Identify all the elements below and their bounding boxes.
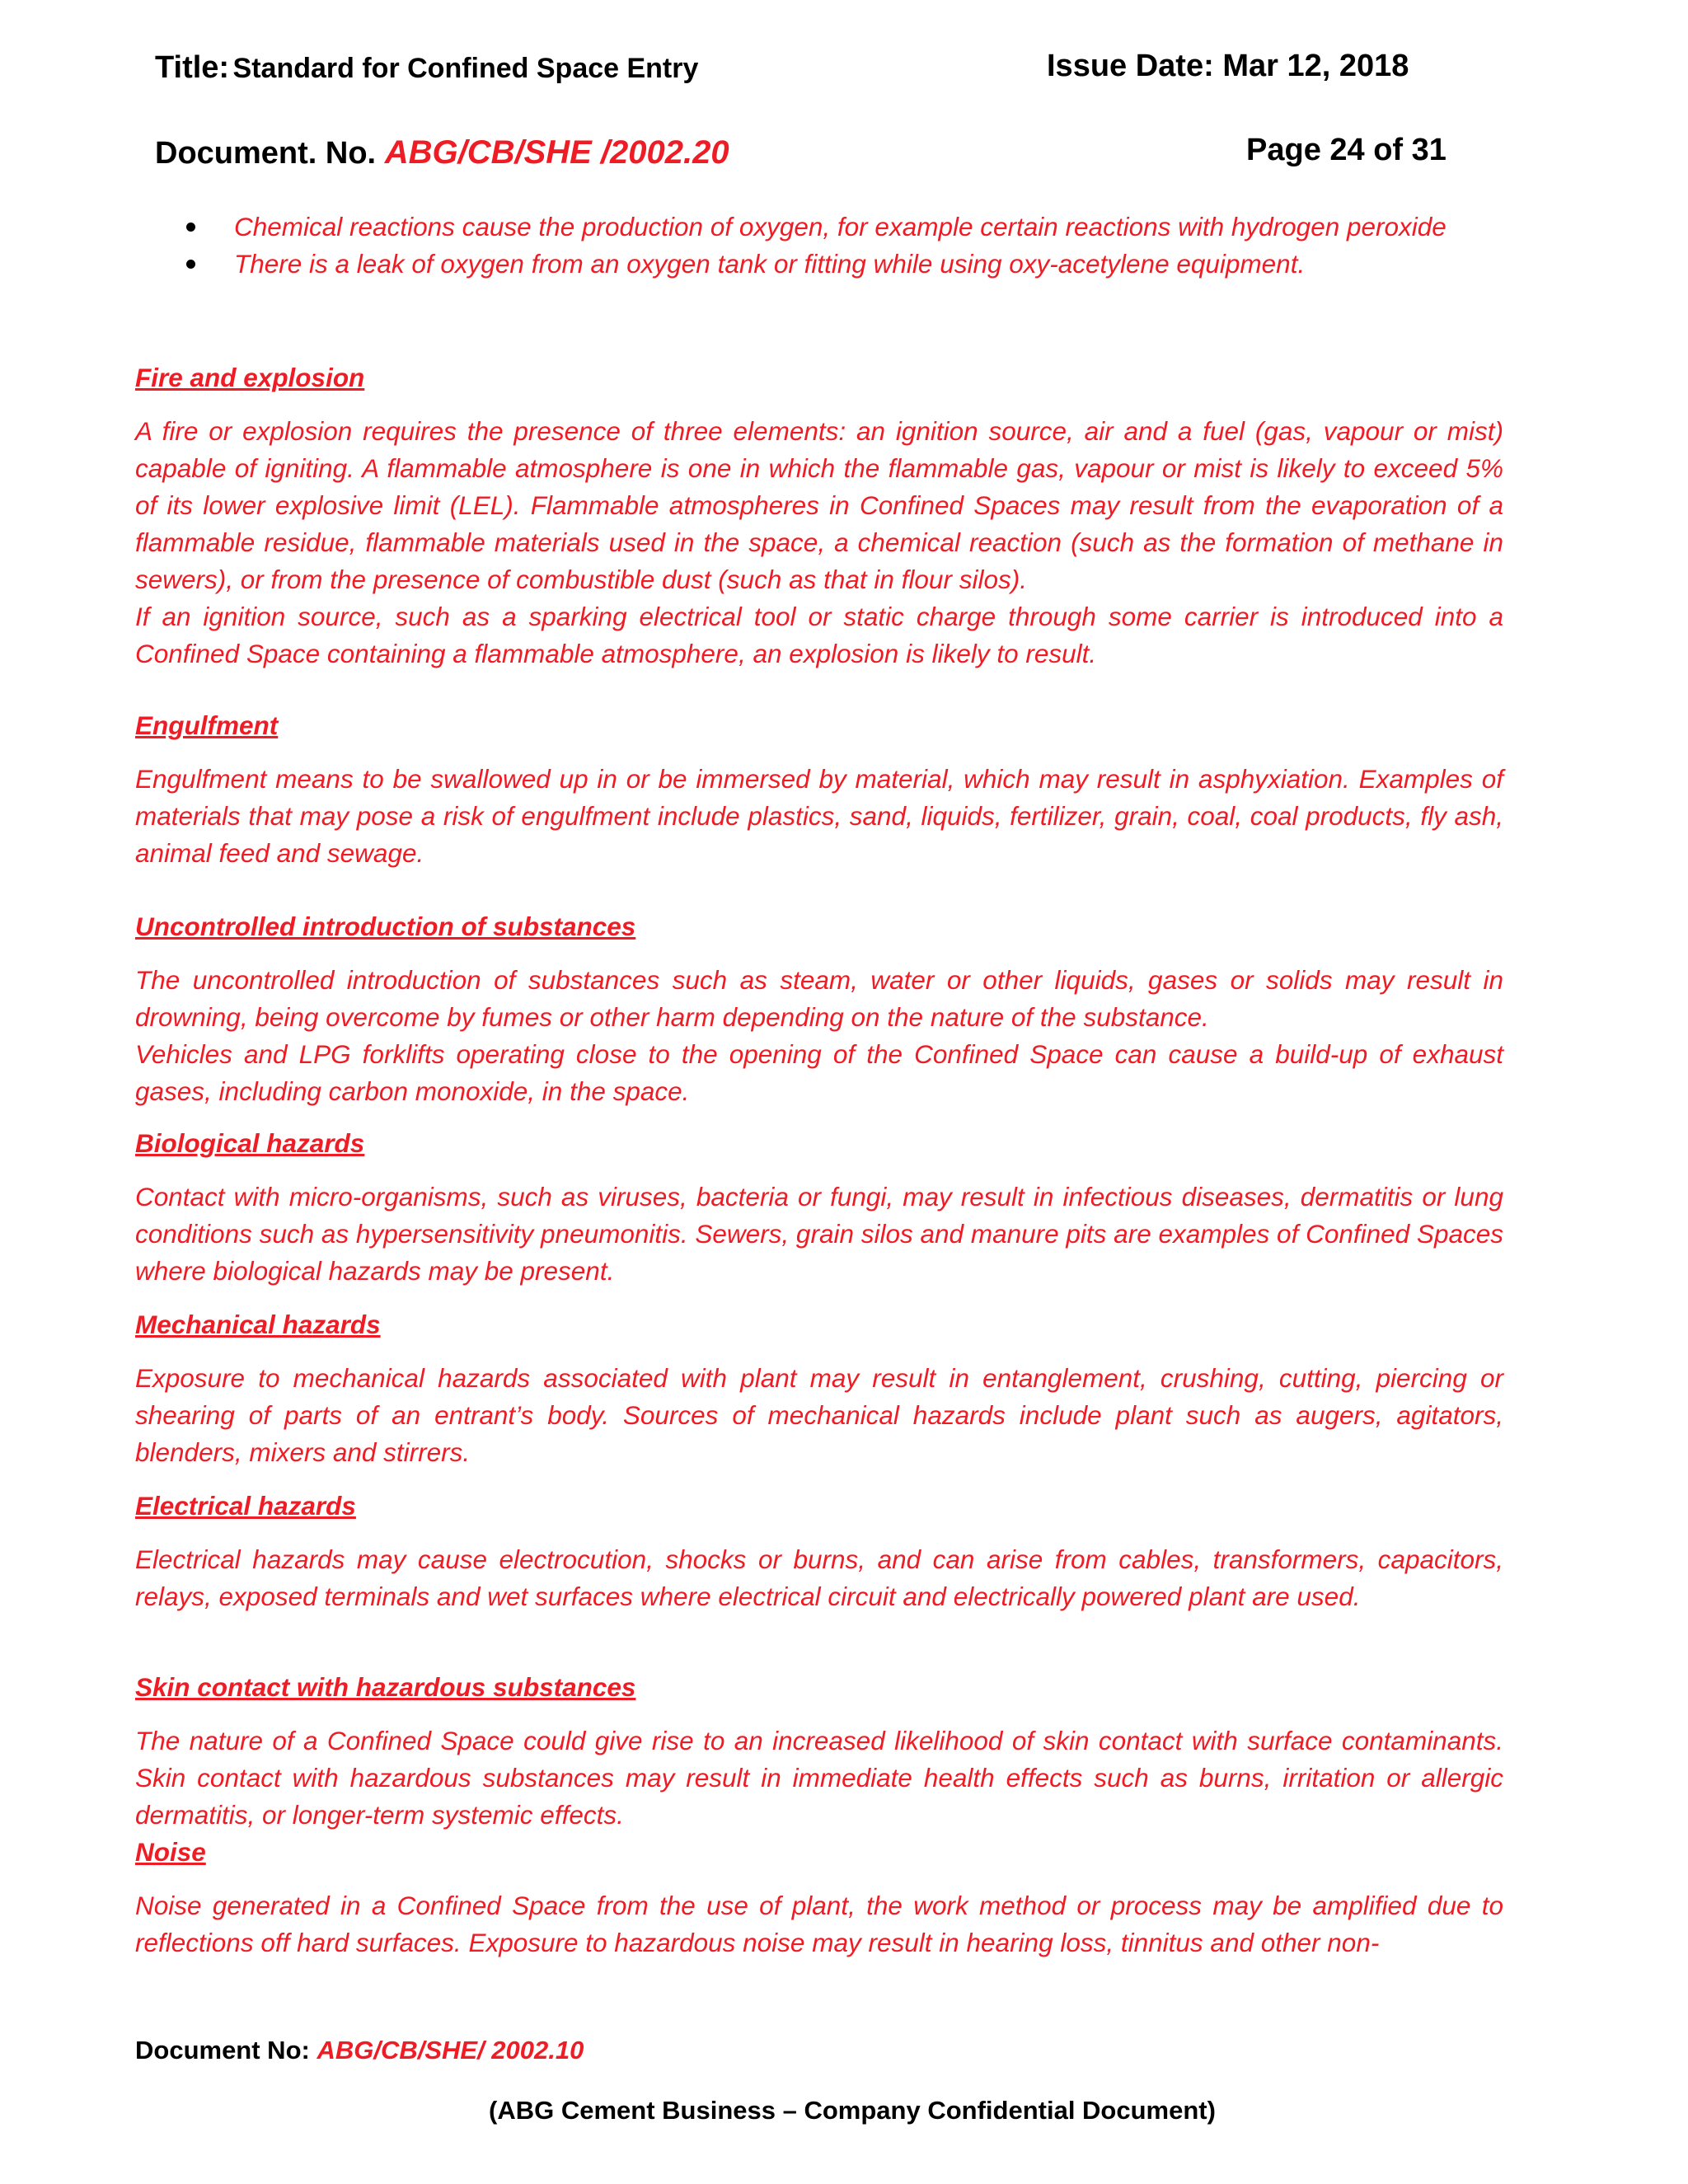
list-item-text: Chemical reactions cause the production of oxygen, for example certain reactions with hydrogen peroxide xyxy=(234,212,1447,241)
paragraph: The nature of a Confined Space could give rise to an increased likelihood of skin contact with surface contaminants. Skin contact with hazardous substances may result in immediate health effects such as burns, irritation or allergic dermatitis, or longer-term systemic effects. xyxy=(135,1726,1503,1830)
heading-engulfment: Engulfment xyxy=(135,710,279,740)
paragraph: Exposure to mechanical hazards associated with plant may result in entanglement, crushing, cutting, piercing or shearing of parts of an entrant’s body. Sources of mechanical hazards include plant such as augers, agitators, blenders, mixers and stirrers. xyxy=(135,1363,1503,1467)
section-engulfment xyxy=(135,761,1503,872)
title-label: Title: xyxy=(155,50,230,85)
document-number-label: Document. No. xyxy=(155,136,377,171)
document-number-value: ABG/CB/SHE /2002.20 xyxy=(384,134,729,171)
issue-date-label: Issue Date: xyxy=(1047,49,1214,83)
heading-uncontrolled-substances: Uncontrolled introduction of substances xyxy=(135,912,636,941)
paragraph: The uncontrolled introduction of substances such as steam, water or other liquids, gases or solids may result in drowning, being overcome by fumes or other harm depending on the nature of the substance. xyxy=(135,965,1503,1032)
heading-biological-hazards: Biological hazards xyxy=(135,1128,365,1158)
document-title xyxy=(155,52,698,83)
heading-skin-contact: Skin contact with hazardous substances xyxy=(135,1672,636,1702)
section-noise xyxy=(135,1887,1503,1961)
bullet-list-container xyxy=(135,209,1503,283)
document-number xyxy=(155,136,729,169)
page-number: Page 24 of 31 xyxy=(1246,133,1447,167)
paragraph: Contact with micro-organisms, such as viruses, bacteria or fungi, may result in infectious diseases, dermatitis or lung conditions such as hypersensitivity pneumonitis. Sewers, grain silos and manure pits are examples of Confined Spaces where biological hazards may be present. xyxy=(135,1182,1503,1286)
list-item-text: There is a leak of oxygen from an oxygen tank or fitting while using oxy-acetylene equipment. xyxy=(234,249,1306,279)
paragraph: Engulfment means to be swallowed up in or be immersed by material, which may result in asphyxiation. Examples of materials that may pose a risk of engulfment include plastics, sand, liquids, fertilizer, grain, coal, coal products, fly ash, animal feed and sewage. xyxy=(135,764,1503,868)
paragraph: Vehicles and LPG forklifts operating close to the opening of the Confined Space can cause a build-up of exhaust gases, including carbon monoxide, in the space. xyxy=(135,1039,1503,1106)
section-biological-hazards xyxy=(135,1179,1503,1290)
footer-document-number xyxy=(135,2036,584,2065)
section-fire-explosion xyxy=(135,413,1503,673)
paragraph: Noise generated in a Confined Space from the use of plant, the work method or process may be amplified due to reflections off hard surfaces. Exposure to hazardous noise may result in hearing loss, tinnitus and other non- xyxy=(135,1891,1503,1957)
bullet-list xyxy=(135,209,1503,283)
list-item xyxy=(135,246,1503,283)
paragraph: Electrical hazards may cause electrocution, shocks or burns, and can arise from cables, transformers, capacitors, relays, exposed terminals and wet surfaces where electrical circuit and electrically powered plant are used. xyxy=(135,1544,1503,1611)
heading-fire-explosion: Fire and explosion xyxy=(135,363,365,392)
list-item xyxy=(135,209,1503,246)
section-mechanical-hazards xyxy=(135,1360,1503,1471)
issue-date-value: Mar 12, 2018 xyxy=(1222,49,1409,83)
paragraph: If an ignition source, such as a sparking electrical tool or static charge through some carrier is introduced into a Confined Space containing a flammable atmosphere, an explosion is likely to result. xyxy=(135,602,1503,668)
bullet-icon xyxy=(186,260,195,269)
heading-mechanical-hazards: Mechanical hazards xyxy=(135,1310,381,1339)
paragraph: A fire or explosion requires the presence of three elements: an ignition source, air and a fuel (gas, vapour or mist) capable of igniting. A flammable atmosphere is one in which the flammable gas, vapour or mist is likely to exceed 5% of its lower explosive limit (LEL). Flammable atmospheres in Confined Spaces may result from the evaporation of a flammable residue, flammable materials used in the space, a chemical reaction (such as the formation of methane in sewers), or from the presence of combustible dust (such as that in flour silos). xyxy=(135,416,1503,594)
footer-document-number-value: ABG/CB/SHE/ 2002.10 xyxy=(316,2036,584,2064)
bullet-icon xyxy=(186,223,195,232)
heading-electrical-hazards: Electrical hazards xyxy=(135,1491,356,1521)
heading-noise: Noise xyxy=(135,1837,206,1867)
issue-date xyxy=(1047,50,1409,82)
section-skin-contact xyxy=(135,1722,1503,1834)
section-uncontrolled-substances xyxy=(135,962,1503,1110)
title-value: Standard for Confined Space Entry xyxy=(232,53,699,84)
footer-document-number-label: Document No: xyxy=(135,2036,310,2064)
confidentiality-notice: (ABG Cement Business – Company Confidential Document) xyxy=(489,2096,1216,2125)
section-electrical-hazards xyxy=(135,1541,1503,1615)
